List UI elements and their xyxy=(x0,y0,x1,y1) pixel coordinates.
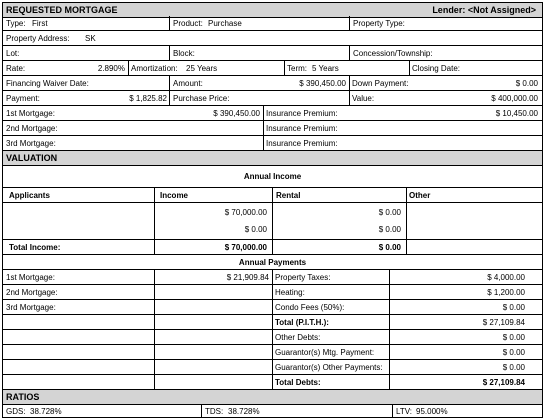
income-cell: $ 70,000.00 xyxy=(224,208,267,217)
insurance-premium-1-label: Insurance Premium: xyxy=(266,109,338,118)
annual-income-title: Annual Income xyxy=(243,172,302,181)
rental-cell: $ 0.00 xyxy=(378,208,401,217)
requested-mortgage-title: REQUESTED MORTGAGE xyxy=(6,5,118,15)
annual-payments-title: Annual Payments xyxy=(238,258,307,267)
insurance-premium-3-label: Insurance Premium: xyxy=(266,139,338,148)
rate-label: Rate: xyxy=(6,64,26,73)
income-cell: $ 0.00 xyxy=(244,225,267,234)
total-debts-label: Total Debts: xyxy=(275,378,321,387)
lender-label: Lender: <Not Assigned> xyxy=(432,5,536,15)
payments-second-mortgage-label: 2nd Mortgage: xyxy=(6,288,58,297)
payments-third-mortgage-label: 3rd Mortgage: xyxy=(6,303,56,312)
amount-value: $ 390,450.00 xyxy=(299,79,346,88)
total-income-value: $ 70,000.00 xyxy=(224,243,267,252)
gds-label: GDS: xyxy=(6,407,26,416)
payments-first-mortgage-value: $ 21,909.84 xyxy=(226,273,269,282)
amortization-value: 25 Years xyxy=(186,64,218,73)
heating-label: Heating: xyxy=(275,288,305,297)
ltv-label: LTV: xyxy=(396,407,413,416)
insurance-premium-2-label: Insurance Premium: xyxy=(266,124,338,133)
property-address-value: SK xyxy=(85,34,96,43)
financing-waiver-label: Financing Waiver Date: xyxy=(6,79,89,88)
guarantor-other-label: Guarantor(s) Other Payments: xyxy=(275,363,383,372)
guarantor-mtg-value: $ 0.00 xyxy=(502,348,525,357)
column-other: Other xyxy=(409,191,431,200)
payment-label: Payment: xyxy=(6,94,40,103)
lot-label: Lot: xyxy=(6,49,20,58)
down-payment-label: Down Payment: xyxy=(352,79,409,88)
total-rental-value: $ 0.00 xyxy=(378,243,401,252)
property-type-label: Property Type: xyxy=(353,19,405,28)
property-taxes-label: Property Taxes: xyxy=(275,273,331,282)
third-mortgage-label: 3rd Mortgage: xyxy=(6,139,56,148)
tds-value: 38.728% xyxy=(228,407,260,416)
ltv-value: 95.000% xyxy=(416,407,448,416)
product-value: Purchase xyxy=(208,19,242,28)
insurance-premium-1-value: $ 10,450.00 xyxy=(495,109,538,118)
term-value: 5 Years xyxy=(312,64,339,73)
value-value: $ 400,000.00 xyxy=(491,94,538,103)
other-debts-label: Other Debts: xyxy=(275,333,321,342)
column-applicants: Applicants xyxy=(9,191,50,200)
guarantor-mtg-label: Guarantor(s) Mtg. Payment: xyxy=(275,348,375,357)
total-income-label: Total Income: xyxy=(9,243,61,252)
concession-label: Concession/Township: xyxy=(353,49,433,58)
payments-first-mortgage-label: 1st Mortgage: xyxy=(6,273,55,282)
down-payment-value: $ 0.00 xyxy=(515,79,538,88)
amount-label: Amount: xyxy=(173,79,203,88)
rate-value: 2.890% xyxy=(97,64,125,73)
term-label: Term: xyxy=(287,64,307,73)
value-label: Value: xyxy=(352,94,375,103)
valuation-title: VALUATION xyxy=(6,153,58,163)
product-label: Product: xyxy=(173,19,203,28)
condo-fees-value: $ 0.00 xyxy=(502,303,525,312)
total-pith-label: Total (P.I.T.H.): xyxy=(275,318,329,327)
gds-value: 38.728% xyxy=(30,407,62,416)
rental-cell: $ 0.00 xyxy=(378,225,401,234)
ratios-header xyxy=(3,389,542,405)
purchase-price-label: Purchase Price: xyxy=(173,94,230,103)
first-mortgage-value: $ 390,450.00 xyxy=(213,109,260,118)
second-mortgage-label: 2nd Mortgage: xyxy=(6,124,58,133)
tds-label: TDS: xyxy=(205,407,224,416)
column-income: Income xyxy=(160,191,189,200)
type-value: First xyxy=(32,19,48,28)
column-rental: Rental xyxy=(276,191,301,200)
total-pith-value: $ 27,109.84 xyxy=(482,318,525,327)
block-label: Block: xyxy=(173,49,195,58)
first-mortgage-label: 1st Mortgage: xyxy=(6,109,55,118)
property-address-label: Property Address: xyxy=(6,34,70,43)
type-label: Type: xyxy=(6,19,26,28)
guarantor-other-value: $ 0.00 xyxy=(502,363,525,372)
mortgage-summary-form xyxy=(2,2,543,418)
other-debts-value: $ 0.00 xyxy=(502,333,525,342)
amortization-label: Amortization: xyxy=(131,64,178,73)
requested-mortgage-header xyxy=(3,2,542,18)
payment-value: $ 1,825.82 xyxy=(129,94,167,103)
condo-fees-label: Condo Fees (50%): xyxy=(275,303,345,312)
valuation-header xyxy=(3,150,542,166)
ratios-title: RATIOS xyxy=(6,392,40,402)
closing-date-label: Closing Date: xyxy=(412,64,461,73)
heating-value: $ 1,200.00 xyxy=(487,288,525,297)
property-taxes-value: $ 4,000.00 xyxy=(487,273,525,282)
total-debts-value: $ 27,109.84 xyxy=(482,378,525,387)
